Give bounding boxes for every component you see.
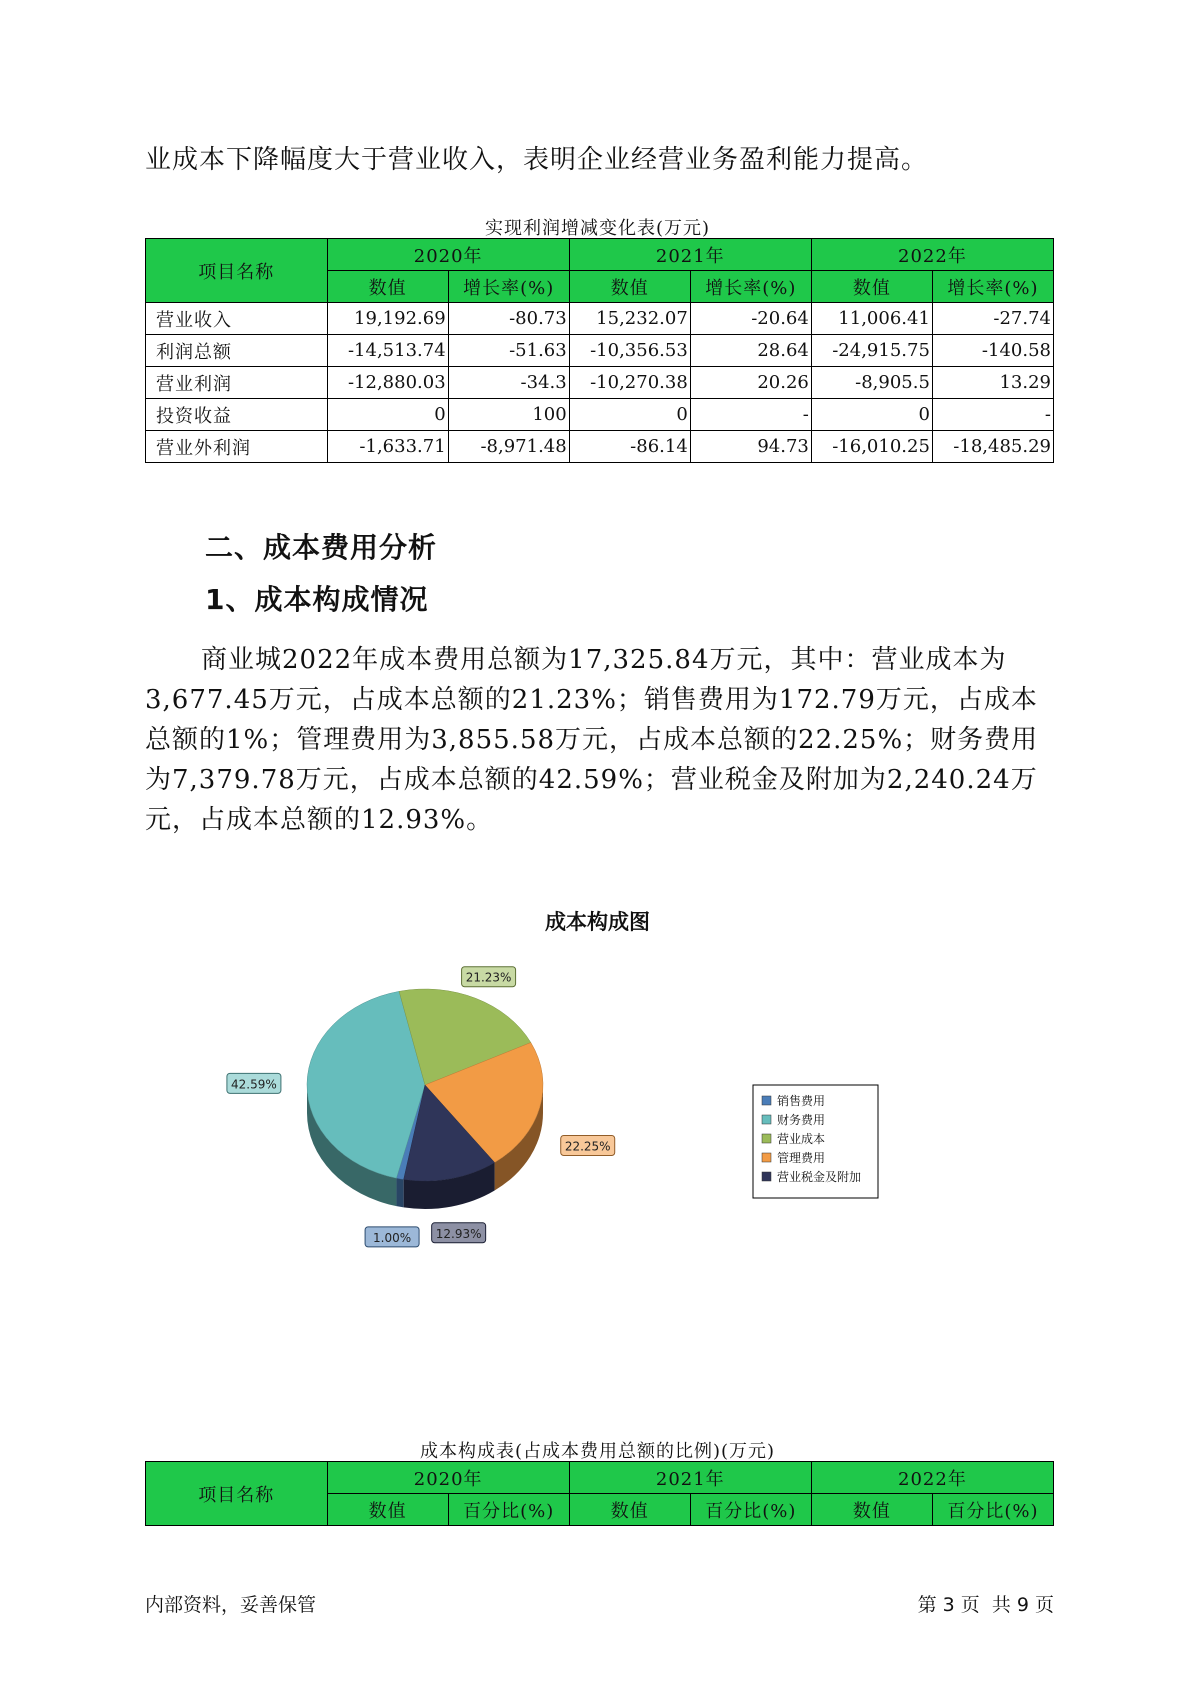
row-name: 营业利润 [146,367,328,399]
pie-slice-side [396,1178,403,1207]
cell: 11,006.41 [811,303,932,335]
cell: 19,192.69 [327,303,448,335]
cost-table-subheader: 数值 [569,1494,690,1526]
sub-heading: 1、成本构成情况 [205,583,429,616]
cell: -10,270.38 [569,367,690,399]
cell: -24,915.75 [811,335,932,367]
cost-table-subheader: 百分比(%) [448,1494,569,1526]
profit-table-subheader: 数值 [569,271,690,303]
page-number: 第 3 页 共 9 页 [917,1594,1054,1616]
footer-left: 内部资料，妥善保管 [145,1594,317,1616]
cost-table-year: 2021年 [569,1462,811,1494]
profit-table-subheader: 数值 [327,271,448,303]
data-label: 12.93% [435,1226,482,1241]
intro-text: 业成本下降幅度大于营业收入，表明企业经营业务盈利能力提高。 [145,145,929,175]
cost-paragraph: 商业城2022年成本费用总额为17,325.84万元，其中：营业成本为3,677.45万元，占成本总额的21.23%；销售费用为172.79万元，占成本总额的1%；管理费用为3,855.58万元，占成本总额的22.25%；财务费用为7,379.78万元，占成本总额的42.59%；营业税金及附加为2,240.24万元，占成本总额的12.93%。 [145,645,1039,835]
profit-table-subheader: 增长率(%) [932,271,1053,303]
profit-table-subheader: 增长率(%) [448,271,569,303]
legend-entry: 销售费用 [777,1094,826,1108]
cell: 0 [811,399,932,431]
cell: - [690,399,811,431]
profit-table-year: 2020年 [327,239,569,271]
cell: -14,513.74 [327,335,448,367]
legend-swatch [762,1134,771,1143]
cell: -8,905.5 [811,367,932,399]
cost-table [145,1461,1054,1526]
cell: 15,232.07 [569,303,690,335]
cell: -12,880.03 [327,367,448,399]
cell: 100 [448,399,569,431]
cost-table-name-header: 项目名称 [146,1462,328,1526]
profit-table-name-header: 项目名称 [146,239,328,303]
cell: -8,971.48 [448,431,569,463]
cost-table-subheader: 百分比(%) [690,1494,811,1526]
profit-table-caption: 实现利润增减变化表(万元) [484,218,711,239]
cost-table-year: 2020年 [327,1462,569,1494]
cell: 0 [569,399,690,431]
cost-table-subheader: 数值 [811,1494,932,1526]
data-label: 22.25% [564,1139,611,1154]
data-label: 1.00% [373,1230,412,1245]
data-label: 42.59% [231,1077,277,1092]
row-name: 营业外利润 [146,431,328,463]
cell: -27.74 [932,303,1053,335]
profit-table-subheader: 增长率(%) [690,271,811,303]
cell: -80.73 [448,303,569,335]
cell: -10,356.53 [569,335,690,367]
cell: -51.63 [448,335,569,367]
row-name: 利润总额 [146,335,328,367]
row-name: 营业收入 [146,303,328,335]
chart-legend [753,1085,878,1198]
cell: -18,485.29 [932,431,1053,463]
cost-table-caption: 成本构成表(占成本费用总额的比例)(万元) [419,1441,776,1462]
legend-swatch [762,1153,771,1162]
cell: -16,010.25 [811,431,932,463]
cell: - [932,399,1053,431]
cell: 94.73 [690,431,811,463]
cell: -86.14 [569,431,690,463]
legend-entry: 营业成本 [777,1132,826,1146]
row-name: 投资收益 [146,399,328,431]
cell: -20.64 [690,303,811,335]
legend-entry: 管理费用 [777,1151,826,1165]
cost-table-subheader: 百分比(%) [932,1494,1053,1526]
legend-swatch [762,1115,771,1124]
profit-table-subheader: 数值 [811,271,932,303]
cell: -1,633.71 [327,431,448,463]
section-heading: 二、成本费用分析 [205,531,438,564]
profit-table-year: 2022年 [811,239,1053,271]
legend-swatch [762,1096,771,1105]
chart-title: 成本构成图 [545,910,650,934]
cell: -34.3 [448,367,569,399]
cell: 20.26 [690,367,811,399]
cell: 13.29 [932,367,1053,399]
cell: -140.58 [932,335,1053,367]
cell: 0 [327,399,448,431]
legend-entry: 营业税金及附加 [777,1170,862,1184]
profit-table-year: 2021年 [569,239,811,271]
cell: 28.64 [690,335,811,367]
cost-table-subheader: 数值 [327,1494,448,1526]
legend-entry: 财务费用 [777,1113,826,1127]
data-label: 21.23% [465,970,512,985]
cost-table-year: 2022年 [811,1462,1053,1494]
legend-swatch [762,1172,771,1181]
